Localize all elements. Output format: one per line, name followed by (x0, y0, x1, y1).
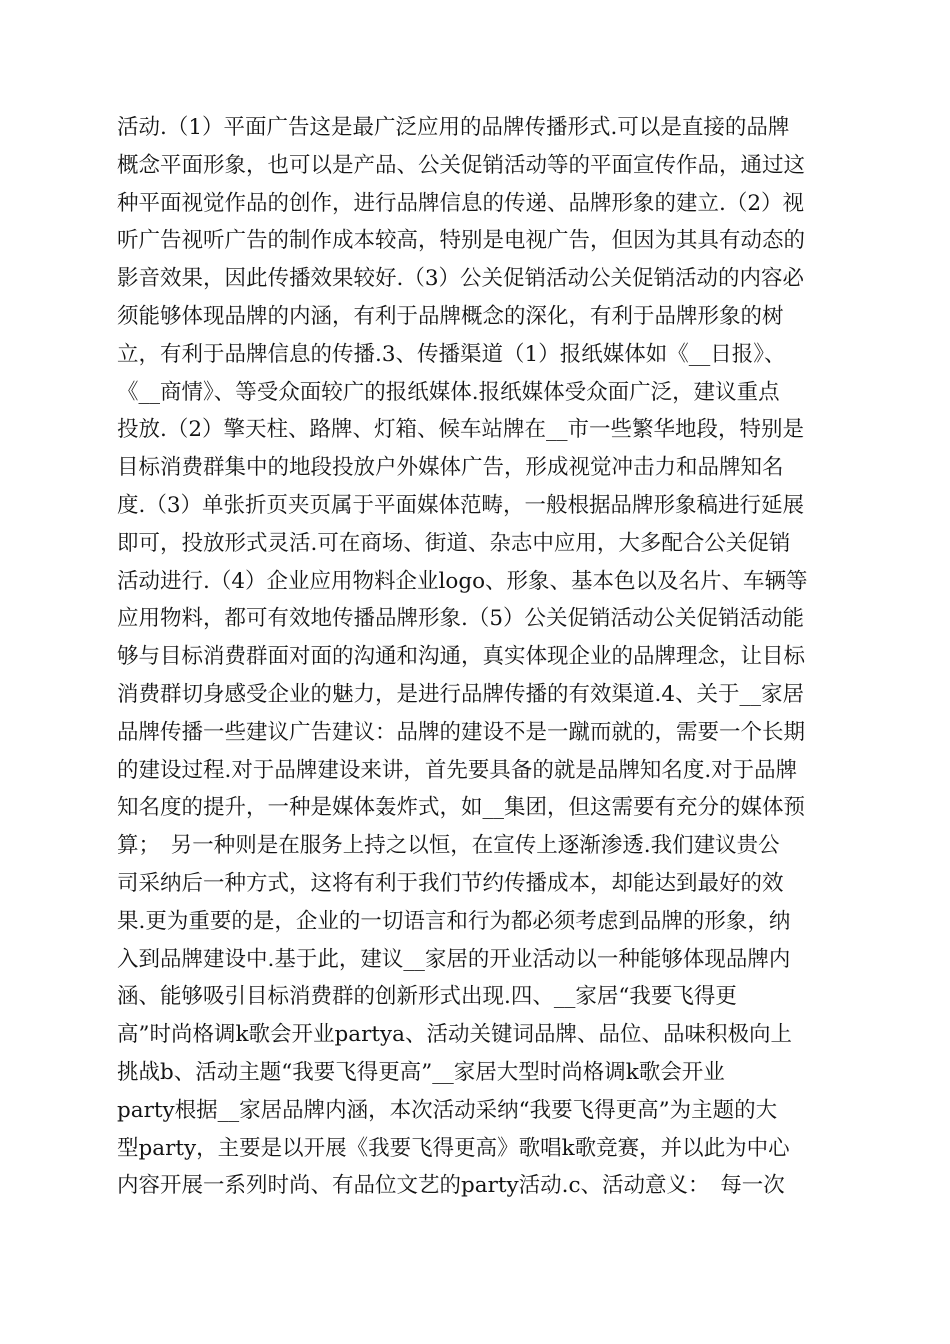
text-line: party根据__家居品牌内涵，本次活动采纳“我要飞得更高”为主题的大 (117, 1097, 778, 1123)
text-line: 活动进行.（4）企业应用物料企业logo、形象、基本色以及名片、车辆等 (117, 568, 808, 594)
text-line: 应用物料，都可有效地传播品牌形象.（5）公关促销活动公关促销活动能 (117, 606, 805, 632)
text-line: 活动.（1）平面广告这是最广泛应用的品牌传播形式.可以是直接的品牌 (117, 115, 790, 140)
text-line: 的建设过程.对于品牌建设来讲，首先要具备的就是品牌知名度.对于品牌 (117, 757, 798, 783)
text-line: 影音效果，因此传播效果较好.（3）公关促销活动公关促销活动的内容必 (117, 266, 805, 292)
text-line: 概念平面形象，也可以是产品、公关促销活动等的平面宣传作品，通过这 (117, 152, 806, 178)
text-line: 果.更为重要的是，企业的一切语言和行为都必须考虑到品牌的形象，纳 (117, 908, 791, 934)
text-line: 种平面视觉作品的创作，进行品牌信息的传递、品牌形象的建立.（2）视 (117, 190, 805, 216)
text-line: 立，有利于品牌信息的传播.3、传播渠道（1）报纸媒体如《__日报》、 (117, 341, 786, 367)
body-text (117, 109, 837, 1205)
text-line: 内容开展一系列时尚、有品位文艺的party活动.c、活动意义： 每一次 (117, 1173, 785, 1199)
text-line: 《__商情》、等受众面较广的报纸媒体.报纸媒体受众面广泛，建议重点 (117, 379, 780, 405)
text-line: 须能够体现品牌的内涵，有利于品牌概念的深化，有利于品牌形象的树 (117, 303, 784, 329)
text-line: 消费群切身感受企业的魅力，是进行品牌传播的有效渠道.4、关于__家居 (117, 681, 805, 707)
text-line: 司采纳后一种方式，这将有利于我们节约传播成本，却能达到最好的效 (117, 870, 784, 896)
text-line: 型party，主要是以开展《我要飞得更高》歌唱k歌竞赛，并以此为中心 (117, 1135, 790, 1161)
text-line: 入到品牌建设中.基于此，建议__家居的开业活动以一种能够体现品牌内 (117, 946, 791, 972)
text-line: 算； 另一种则是在服务上持之以恒，在宣传上逐渐渗透.我们建议贵公 (117, 833, 780, 859)
text-line: 知名度的提升，一种是媒体轰炸式，如__集团，但这需要有充分的媒体预 (117, 795, 806, 821)
text-line: 高”时尚格调k歌会开业partya、活动关键词品牌、品位、品味积极向上 (117, 1022, 792, 1048)
text-line: 挑战b、活动主题“我要飞得更高”__家居大型时尚格调k歌会开业 (117, 1059, 725, 1085)
text-line: 投放.（2）擎天柱、路牌、灯箱、候车站牌在__市一些繁华地段，特别是 (117, 417, 805, 443)
text-line: 即可，投放形式灵活.可在商场、街道、杂志中应用，大多配合公关促销 (117, 530, 791, 556)
text-line: 听广告视听广告的制作成本较高，特别是电视广告，但因为其具有动态的 (117, 228, 806, 254)
text-line: 目标消费群集中的地段投放户外媒体广告，形成视觉冲击力和品牌知名 (117, 455, 784, 481)
text-line: 涵、能够吸引目标消费群的创新形式出现.四、__家居“我要飞得更 (117, 984, 737, 1010)
text-line: 度.（3）单张折页夹页属于平面媒体范畴，一般根据品牌形象稿进行延展 (117, 492, 805, 518)
text-line: 品牌传播一些建议广告建议：品牌的建设不是一蹴而就的，需要一个长期 (117, 719, 806, 745)
text-line: 够与目标消费群面对面的沟通和沟通，真实体现企业的品牌理念，让目标 (117, 644, 806, 670)
